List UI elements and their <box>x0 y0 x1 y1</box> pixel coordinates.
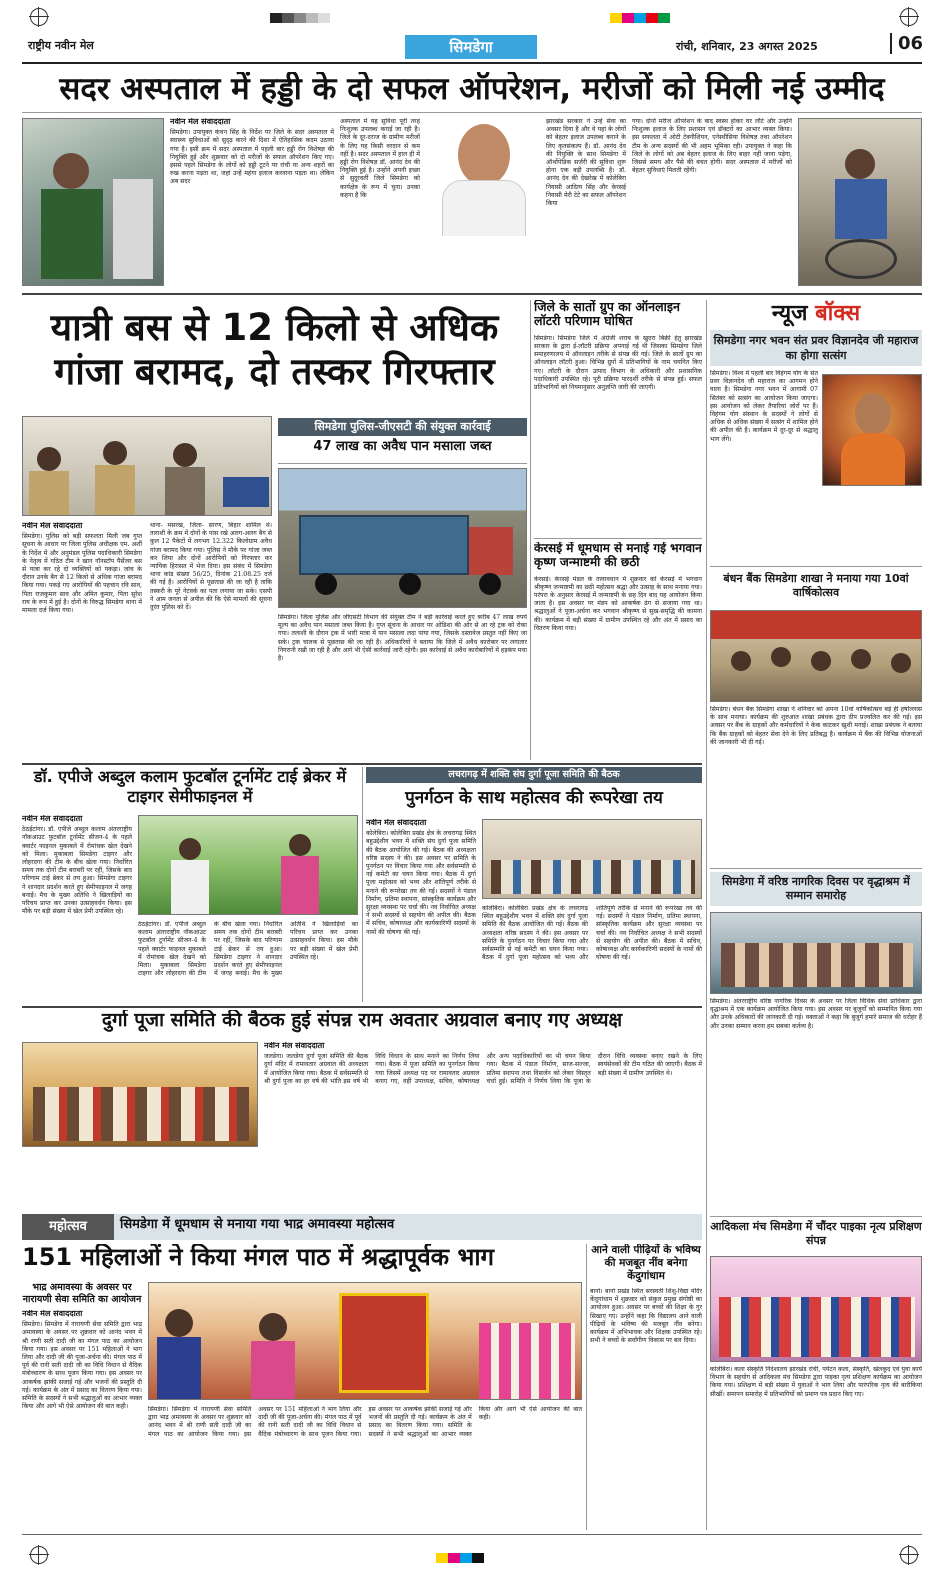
byline: नवीन मेल संवाददाता <box>366 819 427 827</box>
body-text: बानो। बानो प्रखंड स्थित सरस्वती शिशु-विद्या मंदिर केंदुगांधाम में शुक्रवार को संकुल प्रमुख संगोष्ठी का आयोजन हुआ। अवसर पर बच्चों की शिक्षा के गुर सिखाए गए। उन्होंने कहा कि विद्यालय आने वाली पीढ़ियों के भविष्य की मजबूत नींव बनेगा। कार्यक्रम में अभिभावक और शिक्षक उपस्थित रहे। सभी ने बच्चों के सर्वांगीण विकास पर बल दिया। <box>590 1288 702 1345</box>
story-shakti-sangh <box>366 767 702 1002</box>
football-ceremony-photo <box>138 815 358 915</box>
dateline: रांची, शनिवार, 23 अगस्त 2025 <box>676 40 818 53</box>
headline: डॉ. एपीजे अब्दुल कलाम फुटबॉल टूर्नामेंट टाई ब्रेकर में टाइगर सेमीफाइनल में <box>33 767 347 806</box>
headline: सदर अस्पताल में हड्डी के दो सफल ऑपरेशन, मरीजों को मिली नई उम्मीद <box>59 72 885 107</box>
body-text: सिमडेगा। जिला पुलिस और जीएसटी विभाग की संयुक्त टीम ने बड़ी कार्रवाई करते हुए करीब 47 लाख रुपये मूल्य का अवैध पान मसाला जब्त किया है। गुप्त सूचना के आधार पर ओडिशा की ओर से आ रहे ट्रक को रोका गया। तलाशी के दौरान ट्रक में भारी मात्रा में पान मसाला लदा पाया गया, जिसके दस्तावेज प्रस्तुत नहीं किए जा सके। ट्रक चालक से पूछताछ की जा रही है। अधिकारियों ने बताया कि जिले में अवैध कारोबार पर लगातार निगरानी रखी जा रही है और आगे भी ऐसी कार्रवाई जारी रहेगी। इस कार्रवाई से अवैध कारोबारियों में हड़कंप मचा है। <box>278 614 527 663</box>
section-tag: महोत्सव <box>22 1214 114 1240</box>
police-press-photo <box>22 416 272 516</box>
body-text: सिमडेगा। पुलिस को बड़ी सफलता मिली जब गुप्त सूचना के आधार पर जिला पुलिस अधीक्षक एम. अर्शी के निर्देश में और अनुमंडल पुलिस पदाधिकारी सिमडेगा के नेतृत्व में गठित टीम ने खान नॉनस्टॉप पैसेंजर बस से यात्रा कर रहे दो व्यक्तियों को पकड़ा। जांच के दौरान उनके बैग से 12 किलो से अधिक गांजा बरामद किया गया। पकड़े गए आरोपियों की पहचान रवि साव, पिता राजकुमार साव और अमित कुमार, पिता सुरेश राय के रूप में हुई है। दोनों के विरुद्ध सिमडेगा थाना में मामला दर्ज किया गया। <box>22 533 142 615</box>
story-column <box>278 614 527 754</box>
section-tag: सिमडेगा <box>405 35 537 59</box>
body-text: कोलेबिरा। कोलेबिरा प्रखंड क्षेत्र के लचरागढ़ स्थित बहुउद्देशीय भवन में शक्ति संघ दुर्गा पूजा समिति की बैठक आयोजित की गई। बैठक की अध्यक्षता वरिष्ठ सदस्य ने की। इस अवसर पर समिति के पुनर्गठन पर विचार किया गया और सर्वसम्मति से नई कमेटी का चयन किया गया। बैठक में दुर्गा पूजा महोत्सव को भव्य और शांतिपूर्ण तरीके से मनाने की रूपरेखा तय की गई। सदस्यों ने पंडाल निर्माण, प्रतिमा स्थापना, सांस्कृतिक कार्यक्रम और सुरक्षा व्यवस्था पर चर्चा की। नव निर्वाचित अध्यक्ष ने सभी सदस्यों से सहयोग की अपील की। बैठक में सचिव, कोषाध्यक्ष और कार्यकारिणी सदस्यों के नामों की घोषणा की गई। <box>482 905 702 962</box>
byline: नवीन मेल संवाददाता <box>264 1042 325 1050</box>
story-ganja-seizure <box>22 298 527 760</box>
news-item-headline: सिमडेगा नगर भवन संत प्रवर विज्ञानदेव जी महाराज का होगा सत्संग <box>710 330 922 366</box>
registration-mark-icon <box>30 1546 48 1564</box>
kicker: सिमडेगा में धूमधाम से मनाया गया भाद्र अमावस्या महोत्सव <box>120 1217 395 1232</box>
story-durga-committee <box>22 1010 702 1210</box>
hospital-ward-photo <box>22 118 164 286</box>
patient-wheelchair-photo <box>798 118 922 286</box>
news-box <box>710 300 922 1530</box>
old-age-home-photo <box>710 912 922 994</box>
headline: पुनर्गठन के साथ महोत्सव की रूपरेखा तय <box>405 788 663 808</box>
body-text: कोलेबिरा। कोलेबिरा प्रखंड क्षेत्र के लचरागढ़ स्थित बहुउद्देशीय भवन में शक्ति संघ दुर्गा पूजा समिति की बैठक आयोजित की गई। बैठक की अध्यक्षता वरिष्ठ सदस्य ने की। इस अवसर पर समिति के पुनर्गठन पर विचार किया गया और सर्वसम्मति से नई कमेटी का चयन किया गया। बैठक में दुर्गा पूजा महोत्सव को भव्य और शांतिपूर्ण तरीके से मनाने की रूपरेखा तय की गई। सदस्यों ने पंडाल निर्माण, प्रतिमा स्थापना, सांस्कृतिक कार्यक्रम और सुरक्षा व्यवस्था पर चर्चा की। नव निर्वाचित अध्यक्ष ने सभी सदस्यों से सहयोग की अपील की। बैठक में सचिव, कोषाध्यक्ष और कार्यकारिणी सदस्यों के नामों की घोषणा की गई। <box>366 830 476 936</box>
gst-sub-heading <box>278 416 527 464</box>
body-text: ठेठईटांगर। डॉ. एपीजे अब्दुल कलाम अंतरराष्ट्रीय नॉकआउट फुटबॉल टूर्नामेंट सीजन-4 के पहले क्वार्टर फाइनल मुकाबले में रोमांचक खेल देखने को मिला। मुकाबला सिमडेगा टाइगर और लोहरदगा की टीम के बीच खेला गया। निर्धारित समय तक दोनों टीम बराबरी पर रहीं, जिसके बाद परिणाम टाई ब्रेकर से तय हुआ। सिमडेगा टाइगर ने शानदार प्रदर्शन करते हुए सेमीफाइनल में जगह बनाई। मैच के मुख्य अतिथि ने खिलाड़ियों का परिचय प्राप्त कर उनका उत्साहवर्धन किया। इस मौके पर बड़ी संख्या में खेल प्रेमी उपस्थित रहे। <box>22 826 132 916</box>
story-label: लचरागढ़ में शक्ति संघ दुर्गा पूजा समिति की बैठक <box>366 767 702 783</box>
body-text: सिमडेगा। विश्व में पहली बार विहंगम योग के संत प्रवर विज्ञानदेव जी महाराज का आगमन होने वाला है। सिमडेगा नगर भवन में आगामी 07 सितंबर को सत्संग का आयोजन किया जाएगा। इस आयोजन को लेकर तैयारियां जोरों पर हैं। विहंगम योग संस्थान के सदस्यों ने लोगों से अधिक से अधिक संख्या में सत्संग में शामिल होने की अपील की है। कार्यक्रम में दूर-दूर से श्रद्धालु भाग लेंगे। <box>710 370 818 443</box>
story-column <box>546 118 626 286</box>
story-football <box>22 767 358 1002</box>
news-item-headline: बंधन बैंक सिमडेगा शाखा ने मनाया गया 10वां वार्षिकोत्सव <box>723 572 909 599</box>
meeting-photo <box>482 819 702 899</box>
story-column <box>22 815 132 1002</box>
masthead-rule <box>22 62 922 64</box>
sub-headline: 47 लाख का अवैध पान मसाला जब्त <box>313 439 492 454</box>
masthead <box>0 0 945 68</box>
story-column <box>170 118 334 286</box>
body-text: सिमडेगा। बंधन बैंक सिमडेगा शाखा ने शनिवार को अपना 10वां वार्षिकोत्सव बड़े ही हर्षोल्लास के साथ मनाया। कार्यक्रम की शुरुआत शाखा प्रबंधक द्वारा दीप प्रज्वलित कर की गई। इस अवसर पर बैंक के ग्राहकों और कर्मचारियों ने केक काटकर खुशी मनाई। शाखा प्रबंधक ने बताया कि बैंक ग्राहकों को बेहतर सेवा देने के लिए प्रतिबद्ध है। कार्यक्रम में बैंक की विभिन्न योजनाओं की जानकारी भी दी गई। <box>710 706 922 746</box>
story-column <box>632 118 792 286</box>
story-column <box>150 522 272 752</box>
story-kendugandham <box>590 1244 702 1530</box>
body-text: सिमडेगा। सिमडेगा में नारायणी सेवा समिति द्वारा भाद्र अमावस्या के अवसर पर शुक्रवार को आनंद भवन में श्री राणी सती दादी जी का मंगल पाठ का आयोजन किया गया। इस अवसर पर 151 महिलाओं ने भाग लिया और दादी जी की पूजा-अर्चना की। मंगल पाठ में पूर्व की रानी सती दादी जी का विधि विधान से वैदिक मंत्रोच्चारण के साथ पूजन किया गया। इस अवसर पर आकर्षक झांकी सजाई गई और भजनों की प्रस्तुति दी गई। कार्यक्रम के अंत में प्रसाद का वितरण किया गया। समिति के सदस्यों ने सभी श्रद्धालुओं का आभार व्यक्त किया और आगे भी ऐसे आयोजन की बात कही। <box>22 1321 142 1411</box>
color-bar-icon <box>610 8 670 18</box>
body-text: थाना- मसरख, जिला- सारण, बिहार शामिल थे। तलाशी के क्रम में दोनों के पास रखे अलग-अलग बैग से कुल 12 पैकेटों में लगभग 12.322 किलोग्राम अवैध गांजा बरामद किया गया। पुलिस ने मौके पर गांजा जब्त कर लिया और दोनों आरोपियों को गिरफ्तार कर न्यायिक हिरासत में भेज दिया। इस संबंध में सिमडेगा थाना कांड संख्या 56/25, दिनांक 21.08.25 दर्ज की गई है। आरोपियों से पूछताछ की जा रही है ताकि तस्करी के पूरे नेटवर्क का पता लगाया जा सके। एसपी ने आम जनता से अपील की कि ऐसे मामलों की सूचना तुरंत पुलिस को दें। <box>150 522 272 612</box>
body-text: कोलेबिरा। कला संस्कृति निदेशालय झारखंड रांची, पर्यटन कला, संस्कृति, खेलकूद एवं युवा कार्य विभाग के सहयोग से आदिकला मंच सिमडेगा द्वारा पाइका नृत्य प्रशिक्षण कार्यक्रम का आयोजन किया गया। प्रशिक्षण में बड़ी संख्या में युवाओं ने भाग लिया और पारंपरिक नृत्य की बारीकियां सीखीं। समापन समारोह में प्रतिभागियों को प्रमाण पत्र प्रदान किए गए। <box>710 1366 922 1398</box>
byline: नवीन मेल संवाददाता <box>170 118 231 126</box>
story-columns <box>264 1042 702 1210</box>
body-text: सिमडेगा। सिमडेगा जिले में अंग्रेजी शराब के खुदरा बिक्री हेतु झारखंड सरकार के द्वारा ई-लॉटरी प्रक्रिया अपनाई गई थी जिसका सिमडेगा जिले समाहरणालय में ऑनलाइन तरीके से संपन्न की गई। जिले के सातों ग्रुप का ऑनलाइन लॉटरी हुआ। विभिन्न ग्रुपों में प्रतिभागियों के नाम चयनित किए गए। लॉटरी के दौरान उत्पाद विभाग के अधिकारी और प्रशासनिक पदाधिकारी उपस्थित रहे। पूरी प्रक्रिया पारदर्शी तरीके से संपन्न हुई। सफल प्रतिभागियों को नियमानुसार अनुज्ञप्ति जारी की जाएगी। <box>534 334 702 391</box>
byline: नवीन मेल संवाददाता <box>22 815 83 823</box>
byline: नवीन मेल संवाददाता <box>22 522 83 530</box>
color-bar-icon <box>436 1548 484 1558</box>
side-column <box>22 1282 142 1530</box>
paika-dance-photo <box>710 1256 922 1362</box>
body-text: सिमडेगा। सिमडेगा में नारायणी सेवा समिति द्वारा भाद्र अमावस्या के अवसर पर शुक्रवार को आनंद भवन में श्री राणी सती दादी जी का मंगल पाठ का आयोजन किया गया। इस अवसर पर 151 महिलाओं ने भाग लिया और दादी जी की पूजा-अर्चना की। मंगल पाठ में पूर्व की रानी सती दादी जी का विधि विधान से वैदिक मंत्रोच्चारण के साथ पूजन किया गया। इस अवसर पर आकर्षक झांकी सजाई गई और भजनों की प्रस्तुति दी गई। कार्यक्रम के अंत में प्रसाद का वितरण किया गया। समिति के सदस्यों ने सभी श्रद्धालुओं का आभार व्यक्त किया और आगे भी ऐसे आयोजन की बात कही। <box>148 1406 582 1438</box>
seized-truck-photo <box>278 468 527 608</box>
registration-mark-icon <box>900 1546 918 1564</box>
news-item-headline: सिमडेगा में वरिष्ठ नागरिक दिवस पर वृद्धाश्रम में सम्मान समारोह <box>710 872 922 906</box>
body-text: केरसई। केरसई मंडल के तत्वावधान में शुक्रवार को केरसई में भगवान श्रीकृष्ण जन्माष्टमी का छठी महोत्सव श्रद्धा और उत्साह के साथ मनाया गया। परंपरा के अनुसार केरसई में जन्माष्टमी के छह दिन बाद यह आयोजन किया जाता है। इस अवसर पर मंडप को आकर्षक ढंग से सजाया गया था। श्रद्धालुओं ने पूजा-अर्चना कर भगवान श्रीकृष्ण से सुख-समृद्धि की कामना की। कार्यक्रम में बड़ी संख्या में ग्रामीण उपस्थित रहे और अंत में प्रसाद का वितरण किया गया। <box>534 575 702 632</box>
headline: 151 महिलाओं ने किया मंगल पाठ में श्रद्धापूर्वक भाग <box>22 1244 495 1271</box>
paper-name: राष्ट्रीय नवीन मेल <box>28 39 94 52</box>
story-column <box>366 819 476 1002</box>
story-janmashtami <box>534 542 702 760</box>
story-hospital <box>22 68 922 290</box>
story-column <box>340 118 420 286</box>
body-text: सिमडेगा। अंतरराष्ट्रीय वरिष्ठ नागरिक दिवस के अवसर पर जिला विधिक सेवा प्राधिकार द्वारा वृद्धाश्रम में एक कार्यक्रम आयोजित किया गया। इस अवसर पर बुजुर्गों को सम्मानित किया गया और उनके अधिकारों की जानकारी दी गई। वक्ताओं ने कहा कि बुजुर्ग हमारे समाज की धरोहर हैं और उनका सम्मान करना हम सबका कर्तव्य है। <box>710 998 922 1030</box>
body-text: सिमडेगा। उपायुक्त कंचन सिंह के निर्देश पर जिले के सदर अस्पताल में स्वास्थ्य सुविधाओं को सुदृढ़ करने की दिशा में ऐतिहासिक कदम उठाया गया है। इसी क्रम में सदर अस्पताल में पहली बार हड्डी रोग विशेषज्ञ की नियुक्ति हुई और शुक्रवार को दो मरीजों के सफल ऑपरेशन किए गए। इससे पहले सिमडेगा के लोगों को हड्डी टूटने पर रांची या अन्य शहरों का रुख करना पड़ता था, जहां उन्हें महंगा इलाज करवाना पड़ता था। लेकिन अब सदर <box>170 129 334 186</box>
news-box-title: न्यूज बॉक्स <box>771 301 861 326</box>
headline: आने वाली पीढ़ियों के भविष्य की मजबूत नींव बनेगा केंदुगांधाम <box>591 1244 701 1282</box>
story-column <box>22 522 142 752</box>
page-number: 06 <box>890 33 923 54</box>
byline: नवीन मेल संवाददाता <box>22 1310 83 1318</box>
story-mahotsav <box>22 1244 582 1530</box>
mangal-path-photo <box>148 1282 582 1400</box>
color-bar-icon <box>270 8 330 18</box>
headline: दुर्गा पूजा समिति की बैठक हुई संपन्न राम अवतार अग्रवाल बनाए गए अध्यक्ष <box>101 1010 623 1031</box>
side-note: भाद्र अमावस्या के अवसर पर नारायणी सेवा समिति का आयोजन <box>22 1282 142 1305</box>
mahotsav-band <box>22 1214 702 1240</box>
registration-mark-icon <box>900 8 918 26</box>
headline: यात्री बस से 12 किलो से अधिक गांजा बरामद, दो तस्कर गिरफ्तार <box>50 306 499 393</box>
body-text: जलडेगा। जलडेगा दुर्गा पूजा समिति की बैठक दुर्गा मंदिर में रामावतार अग्रवाल की अध्यक्षता में आयोजित किया गया। बैठक में सर्वसम्मति से श्री दुर्गा पूजा का हर वर्ष की भांति इस वर्ष भी विधि विधान के साथ मनाने का निर्णय लिया गया। बैठक में पूजा समिति का पुनर्गठन किया गया जिसमें अध्यक्ष पद पर रामावतार अग्रवाल बनाए गए, वहीं उपाध्यक्ष, सचिव, कोषाध्यक्ष और अन्य पदाधिकारियों का भी चयन किया गया। बैठक में पंडाल निर्माण, साज-सज्जा, प्रतिमा स्थापना तथा विसर्जन को लेकर विस्तृत चर्चा हुई। समिति ने निर्णय लिया कि पूजा के दौरान विधि व्यवस्था बनाए रखने के लिए स्वयंसेवकों की टीम गठित की जाएगी। बैठक में बड़ी संख्या में ग्रामीण उपस्थित थे। <box>264 1053 702 1085</box>
news-item-headline: आदिकला मंच सिमडेगा में चौंदर पाइका नृत्य प्रशिक्षण संपन्न <box>710 1220 922 1247</box>
doctor-portrait-photo <box>424 118 544 236</box>
sub-label: सिमडेगा पुलिस-जीएसटी की संयुक्त कार्रवाई <box>278 418 527 436</box>
headline: जिले के सातों ग्रुप का ऑनलाइन लॉटरी परिणाम घोषित <box>534 300 680 329</box>
registration-mark-icon <box>30 8 48 26</box>
story-lottery <box>534 300 702 532</box>
bank-event-photo <box>710 610 922 702</box>
body-text: गया। दोनों मरीज ऑपरेशन के बाद स्वस्थ होकर घर लौटे और उन्होंने निःशुल्क इलाज के लिए प्रशासन एवं डॉक्टरों का आभार व्यक्त किया। इस सफलता में ओटी टेक्नीशियन, एनेस्थीसिया विशेषज्ञ तथा ऑपरेशन टीम के अन्य सदस्यों की भी अहम भूमिका रही। उपायुक्त ने कहा कि जिले के लोगों को अब बेहतर इलाज के लिए बाहर नहीं जाना पड़ेगा, जिससे समय और पैसे की बचत होगी। सदर अस्पताल में मरीजों को बेहतर सुविधाएं मिलती रहेंगी। <box>632 118 792 175</box>
saint-portrait-photo <box>822 374 922 486</box>
durga-meeting-photo <box>22 1042 258 1147</box>
body-text: अस्पताल में यह सुविधा पूरी तरह निःशुल्क उपलब्ध कराई जा रही है। जिले के दूर-दराज के ग्रामीण मरीजों के लिए यह किसी वरदान से कम नहीं है। सदर अस्पताल में हाल ही में हड्डी रोग विशेषज्ञ डॉ. आनंद देव की नियुक्ति हुई है। उन्होंने अपनी इच्छा से सुदूरवर्ती जिले सिमडेगा को कार्यक्षेत्र के रूप में चुना। उनका कहना है कि <box>340 118 420 199</box>
body-text: झारखंड सरकार ने उन्हें सेवा का अवसर दिया है और वे यहां के लोगों को बेहतर इलाज उपलब्ध कराने के लिए कृतसंकल्प हैं। डॉ. आनंद देव की नियुक्ति के साथ सिमडेगा में ऑर्थोपेडिक सर्जरी की सुविधा शुरू होना एक बड़ी उपलब्धि है। डॉ. आनंद देव की देखरेख में कोलेबिरा निवासी आदित्य सिंह और केरसई निवासी मेरी टेटे का सफल ऑपरेशन किया <box>546 118 626 208</box>
body-text: ठेठईटांगर। डॉ. एपीजे अब्दुल कलाम अंतरराष्ट्रीय नॉकआउट फुटबॉल टूर्नामेंट सीजन-4 के पहले क्वार्टर फाइनल मुकाबले में रोमांचक खेल देखने को मिला। मुकाबला सिमडेगा टाइगर और लोहरदगा की टीम के बीच खेला गया। निर्धारित समय तक दोनों टीम बराबरी पर रहीं, जिसके बाद परिणाम टाई ब्रेकर से तय हुआ। सिमडेगा टाइगर ने शानदार प्रदर्शन करते हुए सेमीफाइनल में जगह बनाई। मैच के मुख्य अतिथि ने खिलाड़ियों का परिचय प्राप्त कर उनका उत्साहवर्धन किया। इस मौके पर बड़ी संख्या में खेल प्रेमी उपस्थित रहे। <box>138 921 358 978</box>
headline: केरसई में धूमधाम से मनाई गई भगवान कृष्ण जन्माष्टमी की छठी <box>534 542 702 569</box>
story-column <box>22 1310 142 1506</box>
